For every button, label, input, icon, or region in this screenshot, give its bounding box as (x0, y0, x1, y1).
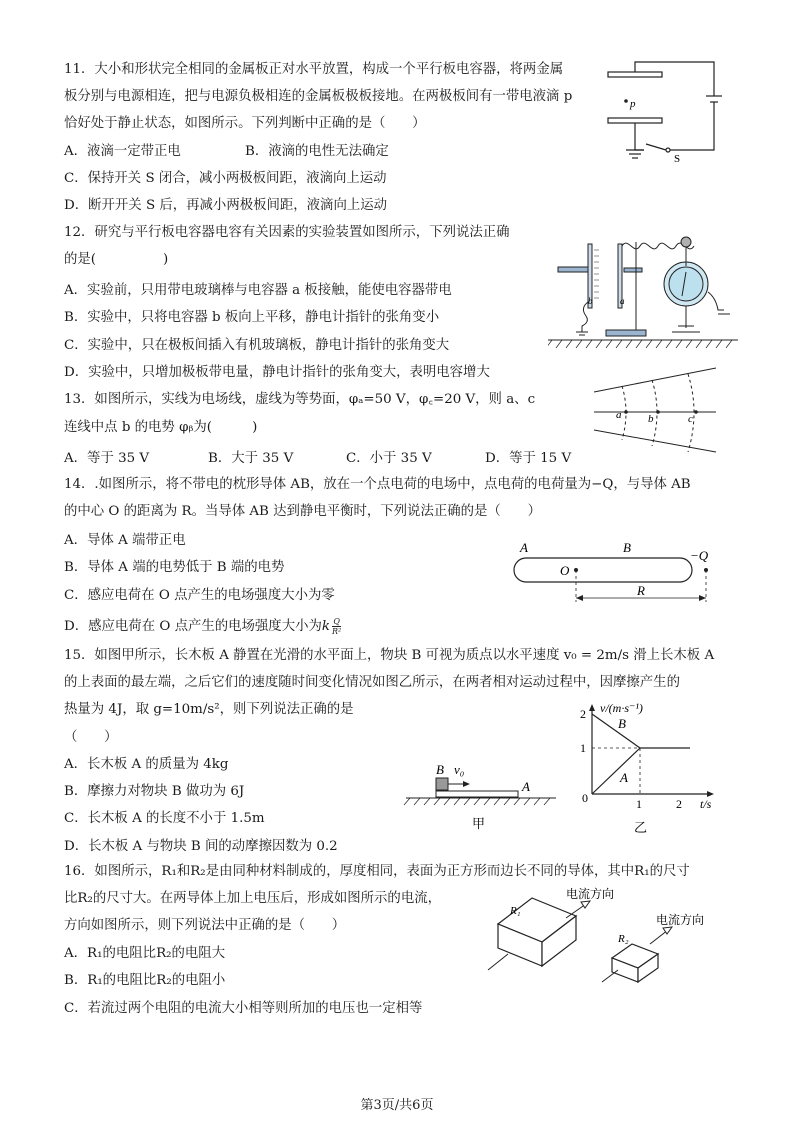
q12-option-b: B．实验中，只将电容器 b 板向上平移，静电计指针的张角变小 (64, 310, 440, 325)
q15-fig-yi-b-label: B (618, 716, 626, 731)
q12-line-2: 的是( ) (64, 252, 169, 267)
q11-option-a: A．液滴一定带正电 (64, 144, 181, 159)
q14-fig-r-label: R (637, 583, 645, 598)
q15-option-a: A．长木板 A 的质量为 4kg (64, 757, 229, 772)
q15-line-1: 15．如图甲所示，长木板 A 静置在光滑的水平面上，物块 B 可视为质点以水平速度 v₀ = 2m/s 滑上长木板 A (64, 648, 715, 663)
q15-fig-yi-xlabel: t/s (700, 797, 712, 811)
q13-option-c: C．小于 35 V (346, 451, 432, 466)
q16-resistor-blocks-figure (486, 884, 722, 996)
q16-option-a: A．R₁的电阻比R₂的电阻大 (64, 946, 226, 961)
q16-line-2: 比R₂的尺寸大。在两导体上加上电压后，形成如图所示的电流， (64, 891, 441, 906)
q16-fig-current-label-1: 电流方向 (566, 887, 615, 901)
q12-option-c: C．实验中，只在极板间插入有机玻璃板，静电计指针的张角变大 (64, 338, 450, 353)
q14-option-a: A．导体 A 端带正电 (64, 533, 186, 548)
q13-fig-c-label: c (688, 413, 693, 425)
q15-fig-jia-a-label: A (522, 779, 530, 794)
q15-block-on-board-figure (400, 748, 560, 832)
q15-fig-jia-b-label: B (436, 762, 444, 777)
q15-option-d: D．长木板 A 与物块 B 间的动摩擦因数为 0.2 (64, 839, 338, 854)
q13-fig-a-label: a (616, 409, 622, 421)
q14-option-c: C．感应电荷在 O 点产生的电场强度大小为零 (64, 588, 335, 603)
q16-fig-current-label-2: 电流方向 (656, 913, 705, 927)
q14-fig-o-label: O (560, 563, 570, 578)
q15-fig-yi-tick-y1: 1 (580, 741, 586, 755)
q11-fig-switch-label: S (674, 153, 681, 162)
q15-fig-yi-tick-x2: 2 (676, 797, 682, 811)
q14-formula-denominator: R² (332, 627, 342, 636)
q15-fig-yi-tick-origin: 0 (582, 791, 588, 805)
page-footer: 第3页/共6页 (360, 1098, 434, 1113)
q14-formula-k: k (321, 619, 330, 634)
q14-fig-a-label: A (520, 540, 528, 555)
q15-line-4: （ ） (64, 730, 118, 745)
q16-fig-r2-label: R₂ (618, 933, 629, 945)
q16-line-1: 16．如图所示，R₁和R₂是由同种材料制成的，厚度相同，表面为正方形而边长不同的导体，其中R₁的尺寸 (64, 864, 690, 879)
q11-fig-p-label: p (630, 98, 636, 110)
q12-option-a: A．实验前，只用带电玻璃棒与电容器 a 板接触，能使电容器带电 (64, 283, 452, 298)
q11-line-3: 恰好处于静止状态，如图所示。下列判断中正确的是（ ） (64, 116, 426, 131)
q13-option-d: D．等于 15 V (485, 451, 572, 466)
q12-electrometer-apparatus-figure (548, 222, 738, 350)
q15-fig-yi-caption: 乙 (634, 820, 648, 835)
q15-line-2: 的上表面的最左端，之后它们的速度随时间变化情况如图乙所示，在两者相对运动过程中，因摩擦产生的 (64, 675, 680, 690)
q15-fig-yi-ylabel: v/(m·s⁻¹) (600, 701, 643, 715)
q16-option-b: B．R₁的电阻比R₂的电阻小 (64, 973, 226, 988)
q13-option-b: B．大于 35 V (208, 451, 294, 466)
q11-line-2: 板分别与电源相连，把与电源负极相连的金属板极板接地。在两极板间有一带电液滴 p (64, 89, 573, 104)
q14-line-2: 的中心 O 的距离为 R。当导体 AB 达到静电平衡时，下列说法正确的是（ ） (64, 504, 541, 519)
q14-formula-numerator: Q (333, 617, 340, 626)
q15-option-c: C．长木板 A 的长度不小于 1.5m (64, 811, 265, 826)
q13-line-1: 13．如图所示，实线为电场线，虚线为等势面，φₐ=50 V，φ꜀=20 V，则 a、c (64, 392, 536, 407)
q14-option-b: B．导体 A 端的电势低于 B 端的电势 (64, 560, 285, 575)
q14-line-1: 14．.如图所示，将不带电的枕形导体 AB，放在一个点电荷的电场中，点电荷的电荷量为−Q，与导体 AB (64, 477, 691, 492)
q16-option-c: C．若流过两个电阻的电流大小相等则所加的电压也一定相等 (64, 1001, 423, 1016)
q14-fig-charge-label: −Q (690, 548, 709, 563)
q14-pillow-conductor-figure (506, 538, 728, 608)
q12-fig-b-label: b (588, 296, 593, 306)
q11-line-1: 11．大小和形状完全相同的金属板正对水平放置，构成一个平行板电容器，将两金属 (64, 62, 564, 77)
q15-fig-jia-v0-label: v₀ (454, 762, 465, 777)
q13-fig-b-label: b (648, 413, 654, 425)
q15-fig-yi-a-label: A (620, 770, 628, 785)
q16-line-3: 方向如图所示，则下列说法中正确的是（ ） (64, 918, 346, 933)
q14-option-d (64, 617, 341, 636)
q15-fig-yi-tick-x1: 1 (636, 797, 642, 811)
q15-line-3: 热量为 4J，取 g=10m/s²，则下列说法正确的是 (64, 702, 354, 717)
q11-option-d: D．断开开关 S 后，再减小两极板间距，液滴向上运动 (64, 198, 388, 213)
q15-velocity-time-graph (574, 698, 724, 840)
q15-option-b: B．摩擦力对物块 B 做功为 6J (64, 784, 245, 799)
q15-fig-yi-tick-y2: 2 (580, 707, 586, 721)
q14-option-d-text: D．感应电荷在 O 点产生的电场强度大小为 (64, 619, 322, 634)
q13-option-a: A．等于 35 V (64, 451, 150, 466)
q12-fig-a-label: a (620, 296, 625, 306)
q15-fig-jia-caption: 甲 (472, 816, 486, 831)
q14-formula-fraction (332, 617, 341, 636)
q14-fig-b-label: B (623, 540, 631, 555)
q16-fig-r1-label: R₁ (510, 905, 521, 917)
q12-option-d: D．实验中，只增加极板带电量，静电计指针的张角变大，表明电容增大 (64, 365, 490, 380)
q11-option-b: B．液滴的电性无法确定 (245, 144, 389, 159)
q11-option-c: C．保持开关 S 闭合，减小两极板间距，液滴向上运动 (64, 171, 387, 186)
q13-line-2: 连线中点 b 的电势 φᵦ为( ) (64, 420, 258, 435)
q13-field-lines-figure (588, 364, 722, 456)
q11-capacitor-circuit-figure (598, 58, 728, 162)
q12-line-1: 12．研究与平行板电容器电容有关因素的实验装置如图所示，下列说法正确 (64, 225, 510, 240)
